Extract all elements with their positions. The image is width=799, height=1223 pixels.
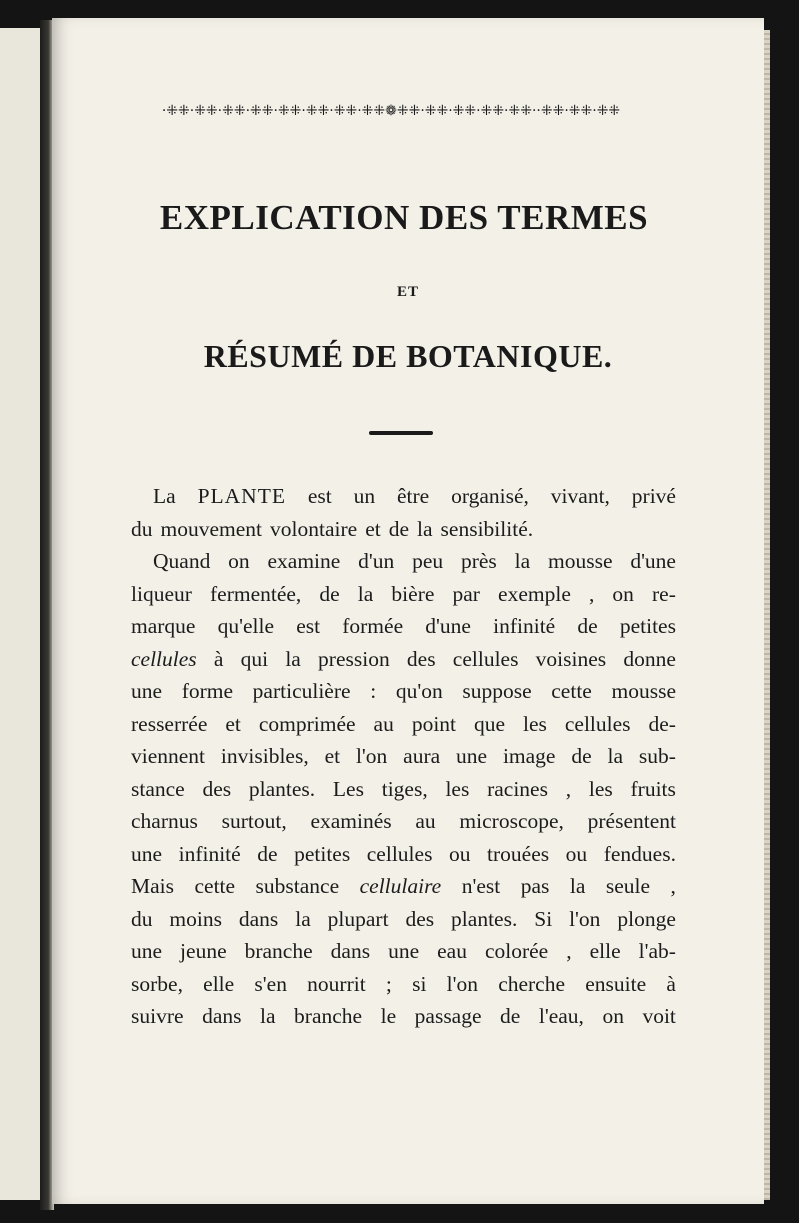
page-stack-edge	[764, 30, 770, 1200]
word: près	[460, 549, 497, 573]
word: la	[357, 581, 374, 606]
word: qu'elle	[217, 614, 275, 638]
word: à	[213, 646, 224, 671]
text-line	[131, 610, 676, 643]
word: volontaire	[270, 516, 358, 541]
word: à	[666, 971, 676, 996]
word: dans	[238, 906, 279, 931]
text-line	[131, 805, 676, 838]
word: l'on	[446, 971, 478, 996]
word: viennent	[131, 744, 206, 768]
word: racines	[487, 776, 548, 801]
word: forme	[181, 679, 234, 703]
word: de	[388, 516, 410, 541]
word: re-	[652, 581, 676, 606]
word: exemple	[498, 581, 571, 606]
word: tiges,	[381, 776, 428, 801]
word: branche	[244, 939, 313, 963]
word: les	[588, 776, 613, 801]
word: PLANTE	[197, 484, 286, 508]
body-text	[131, 480, 676, 1033]
word: du	[131, 906, 153, 931]
word: qu'on	[395, 679, 443, 703]
word: vivant,	[550, 484, 610, 508]
word: ,	[566, 939, 572, 963]
word: marque	[131, 614, 196, 638]
word: l'ab-	[638, 939, 676, 963]
word: :	[370, 679, 377, 703]
text-line	[131, 903, 676, 936]
word: sorbe,	[131, 971, 183, 996]
word: une	[131, 679, 163, 703]
word: est	[307, 484, 332, 508]
word: l'eau,	[538, 1004, 584, 1028]
word: fendues.	[603, 841, 676, 866]
text-line	[131, 545, 676, 578]
word: d'une	[630, 549, 676, 573]
word: donne	[623, 646, 676, 671]
word: des	[202, 776, 232, 801]
text-line	[131, 708, 676, 741]
word: comprimée	[258, 711, 356, 736]
word: et	[324, 744, 341, 768]
word: est	[296, 614, 321, 638]
word: moins	[169, 906, 222, 931]
word: plantes.	[451, 906, 518, 931]
word: liqueur	[131, 581, 192, 606]
word: mouvement	[160, 516, 263, 541]
word: formée	[342, 614, 404, 638]
word: si	[412, 971, 427, 996]
word: être	[397, 484, 430, 508]
word: plupart	[327, 906, 389, 931]
word: la	[260, 1004, 276, 1028]
word: d'un	[358, 549, 395, 573]
text-line	[131, 935, 676, 968]
word: substance	[255, 874, 340, 898]
word: l'on	[355, 744, 388, 768]
word: Les	[332, 776, 364, 801]
text-line	[131, 675, 676, 708]
word: trouées	[487, 841, 550, 866]
chapter-title-line-1: EXPLICATION DES TERMES	[159, 198, 649, 237]
text-line	[131, 773, 676, 806]
word: image	[502, 744, 556, 768]
word: elle	[203, 971, 235, 996]
word: du	[131, 516, 153, 541]
word: et	[225, 711, 241, 736]
word: Quand	[153, 549, 211, 573]
word: surtout,	[221, 809, 287, 833]
word: Mais	[131, 874, 174, 898]
word: cellules	[366, 841, 433, 866]
word: au	[373, 711, 394, 736]
word: stance	[131, 776, 185, 801]
word: par	[452, 581, 480, 606]
chapter-title-line-2: RÉSUMÉ DE BOTANIQUE.	[203, 338, 613, 374]
word: l'on	[569, 906, 601, 931]
word: ou	[565, 841, 588, 866]
text-line	[131, 480, 676, 513]
word: privé	[631, 484, 676, 508]
word: une	[456, 744, 488, 768]
facing-page-edge	[0, 28, 42, 1200]
word: dans	[202, 1004, 242, 1028]
word: charnus	[131, 809, 198, 833]
word: infinité	[493, 614, 556, 638]
word: les	[445, 776, 470, 801]
word: cellules	[131, 646, 197, 671]
text-line	[131, 740, 676, 773]
word: ,	[670, 874, 676, 898]
word: la	[295, 906, 311, 931]
word: de	[571, 744, 592, 768]
word: voit	[642, 1004, 676, 1028]
word: la	[417, 516, 433, 541]
word: on	[612, 581, 634, 606]
word: que	[473, 711, 506, 736]
word: ensuite	[585, 971, 647, 996]
word: au	[415, 809, 436, 833]
text-line	[131, 870, 676, 903]
word: suppose	[462, 679, 532, 703]
word: pression	[318, 646, 390, 671]
text-line	[131, 513, 676, 546]
word: sensibilité.	[440, 516, 534, 541]
word: ou	[448, 841, 471, 866]
word: cette	[551, 679, 592, 703]
word: examine	[267, 549, 341, 573]
decorative-ornament-band: ·⁜⁜·⁜⁜·⁜⁜·⁜⁜·⁜⁜·⁜⁜·⁜⁜·⁜⁜❁⁜⁜·⁜⁜·⁜⁜·⁜⁜·⁜⁜··⁜⁜·⁜⁜·⁜⁜	[161, 103, 621, 119]
word: une	[388, 939, 420, 963]
word: un	[353, 484, 376, 508]
word: invisibles,	[220, 744, 309, 768]
word: une	[131, 939, 163, 963]
word: cellules	[564, 711, 631, 736]
word: d'une	[425, 614, 471, 638]
word: ,	[565, 776, 572, 801]
word: particulière	[252, 679, 351, 703]
word: passage	[414, 1004, 482, 1028]
text-line	[131, 838, 676, 871]
word: resserrée	[131, 711, 208, 736]
word: des	[406, 646, 436, 671]
word: voisines	[535, 646, 607, 671]
title-rule-divider	[369, 431, 433, 435]
word: bière	[391, 581, 435, 606]
word: nourrit	[307, 971, 366, 996]
word: fermentée,	[210, 581, 302, 606]
word: des	[405, 906, 435, 931]
word: pas	[520, 874, 550, 898]
word: de	[577, 614, 598, 638]
word: la	[285, 646, 301, 671]
word: Si	[534, 906, 553, 931]
word: cellulaire	[359, 874, 442, 898]
word: seule	[605, 874, 651, 898]
word: cellules	[452, 646, 519, 671]
word: microscope,	[459, 809, 564, 833]
word: on	[228, 549, 250, 573]
word: ;	[385, 971, 392, 996]
word: La	[153, 484, 176, 508]
word: suivre	[131, 1004, 184, 1028]
text-line	[131, 578, 676, 611]
word: eau	[437, 939, 467, 963]
word: colorée	[484, 939, 549, 963]
word: fruits	[630, 776, 676, 801]
word: présentent	[587, 809, 676, 833]
word: s'en	[254, 971, 287, 996]
word: et	[365, 516, 381, 541]
word: la	[607, 744, 624, 768]
word: aura	[403, 744, 441, 768]
chapter-title-connector: ET	[396, 284, 419, 300]
word: le	[380, 1004, 397, 1028]
word: la	[569, 874, 586, 898]
word: petites	[619, 614, 676, 638]
word: branche	[294, 1004, 363, 1028]
word: la	[514, 549, 531, 573]
word: mousse	[611, 679, 676, 703]
word: cherche	[498, 971, 566, 996]
word: on	[602, 1004, 624, 1028]
word: n'est	[461, 874, 501, 898]
word: sub-	[638, 744, 676, 768]
word: point	[411, 711, 457, 736]
word: de	[319, 581, 340, 606]
word: petites	[294, 841, 351, 866]
word: ,	[588, 581, 595, 606]
word: de-	[648, 711, 676, 736]
word: plantes.	[248, 776, 316, 801]
word: organisé,	[451, 484, 529, 508]
word: qui	[240, 646, 269, 671]
text-line	[131, 643, 676, 676]
word: une	[131, 841, 163, 866]
word: les	[523, 711, 547, 736]
word: infinité	[178, 841, 241, 866]
word: de	[257, 841, 278, 866]
text-line	[131, 1000, 676, 1033]
word: mousse	[547, 549, 613, 573]
word: de	[500, 1004, 521, 1028]
word: dans	[330, 939, 371, 963]
word: examinés	[310, 809, 392, 833]
word: plonge	[617, 906, 676, 931]
word: peu	[412, 549, 444, 573]
word: elle	[589, 939, 621, 963]
word: cette	[194, 874, 236, 898]
word: jeune	[180, 939, 227, 963]
text-line	[131, 968, 676, 1001]
